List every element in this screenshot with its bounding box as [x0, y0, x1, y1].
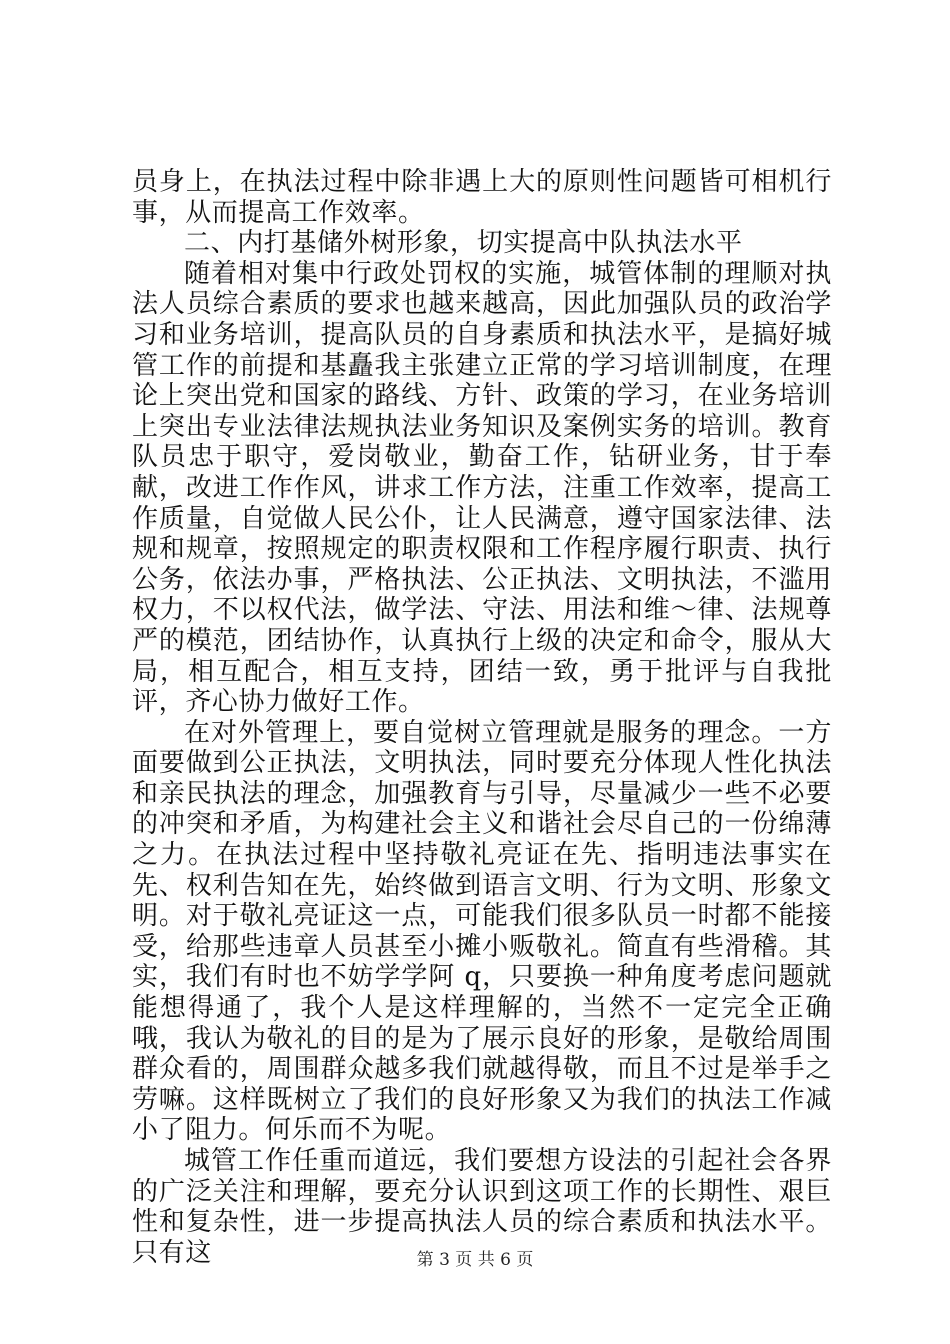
page-number-footer: 第 3 页 共 6 页: [416, 1250, 534, 1270]
paragraph-conclusion: 城管工作任重而道远，我们要想方设法的引起社会各界的广泛关注和理解，要充分认识到这项工作的长期性、艰巨性和复杂性，进一步提高执法人员的综合素质和执法水平。只有这: [132, 1146, 832, 1268]
document-body: [132, 167, 832, 1268]
paragraph-external-management: 在对外管理上，要自觉树立管理就是服务的理念。一方面要做到公正执法，文明执法，同时要充分体现人性化执法和亲民执法的理念，加强教育与引导，尽量减少一些不必要的冲突和矛盾，为构建社会主义和谐社会尽自己的一份绵薄之力。在执法过程中坚持敬礼亮证在先、指明违法事实在先、权利告知在先，始终做到语言文明、行为文明、形象文明。对于敬礼亮证这一点，可能我们很多队员一时都不能接受，给那些违章人员甚至小摊小贩敬礼。简直有些滑稽。其实，我们有时也不妨学学阿 q，只要换一种角度考虑问题就能想得通了，我个人是这样理解的，当然不一定完全正确哦，我认为敬礼的目的是为了展示良好的形象，是敬给周围群众看的，周围群众越多我们就越得敬，而且不过是举手之劳嘛。这样既树立了我们的良好形象又为我们的执法工作减小了阻力。何乐而不为呢。: [132, 717, 832, 1146]
section-heading: 二、内打基储外树形象，切实提高中队执法水平: [184, 228, 743, 259]
paragraph-continuation: 员身上，在执法过程中除非遇上大的原则性问题皆可相机行事，从而提高工作效率。: [132, 167, 832, 228]
paragraph-training: 随着相对集中行政处罚权的实施，城管体制的理顺对执法人员综合素质的要求也越来越高，因此加强队员的政治学习和业务培训，提高队员的自身素质和执法水平，是搞好城管工作的前提和基矗我主张建立正常的学习培训制度，在理论上突出党和国家的路线、方针、政策的学习，在业务培训上突出专业法律法规执法业务知识及案例实务的培训。教育队员忠于职守，爱岗敬业，勤奋工作，钻研业务，甘于奉献，改进工作作风，讲求工作方法，注重工作效率，提高工作质量，自觉做人民公仆，让人民满意，遵守国家法律、法规和规章，按照规定的职责权限和工作程序履行职责、执行公务，依法办事，严格执法、公正执法、文明执法，不滥用权力，不以权代法，做学法、守法、用法和维～律、法规尊严的模范，团结协作，认真执行上级的决定和命令，服从大局，相互配合，相互支持，团结一致，勇于批评与自我批评，齐心协力做好工作。: [132, 258, 832, 718]
